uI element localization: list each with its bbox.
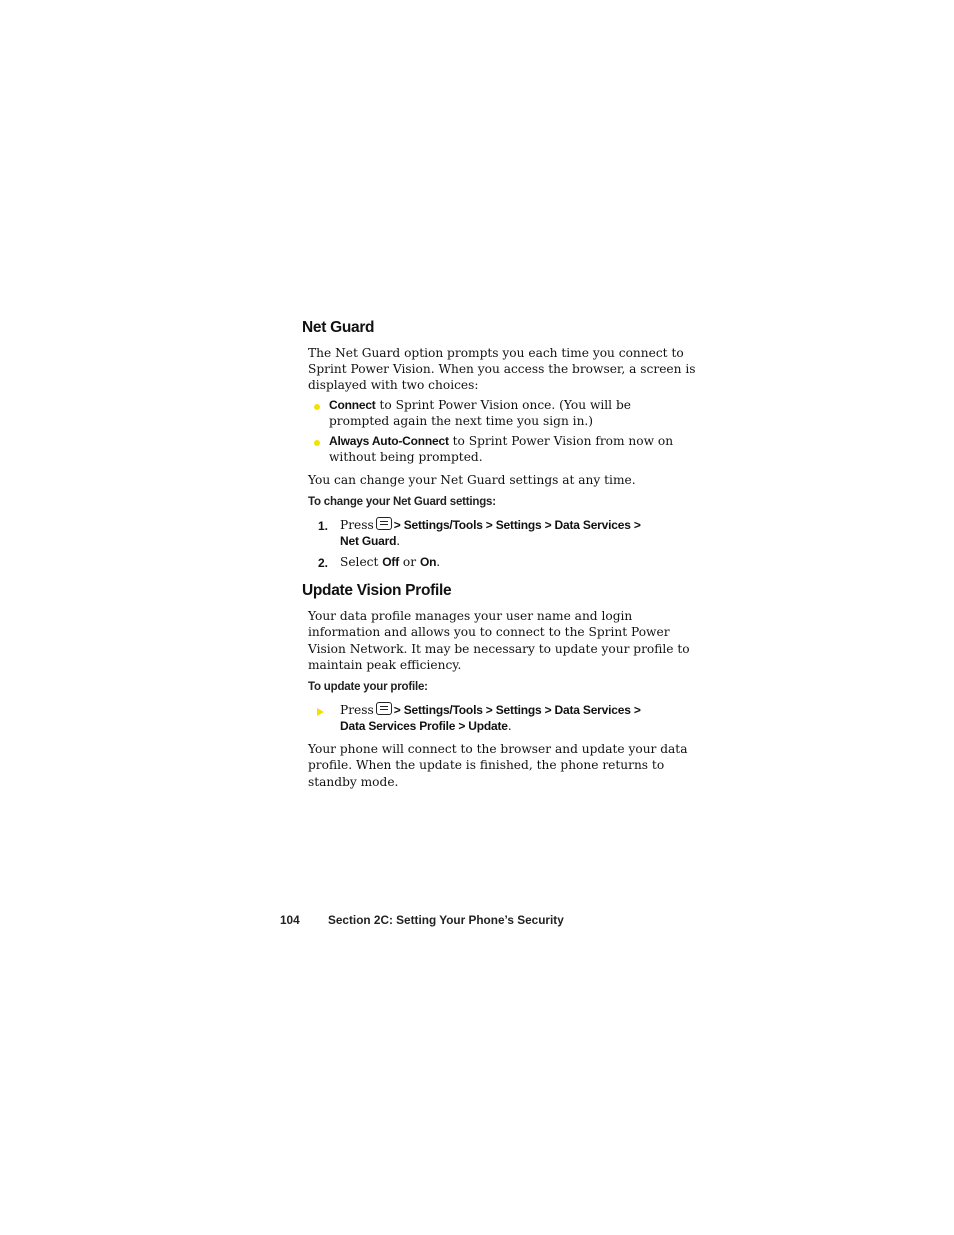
net-guard-heading: Net Guard [302,319,375,336]
net-guard-intro-line-2: Sprint Power Vision. When you access the browser, a screen is [308,362,696,376]
step-1-path: > Settings/Tools > Settings > Data Services > [393,518,641,532]
step-1-period: . [396,534,401,548]
step-1-line-2 [340,533,692,549]
step-1-line-1 [340,517,692,533]
update-intro-line-1: Your data profile manages your user name and login [308,609,633,623]
update-intro-line-3: Vision Network. It may be necessary to update your profile to [308,642,690,656]
update-intro-line-2: information and allows you to connect to the Sprint Power [308,625,670,639]
step-number: 2. [318,556,329,570]
update-subheading: To update your profile: [308,681,428,693]
update-outro-line-3: standby mode. [308,775,399,789]
bullet-dot-icon [314,404,320,410]
step-2-on: On [419,555,437,569]
bullet-dot-icon [314,440,320,446]
section-footer: Section 2C: Setting Your Phone’s Security [328,913,564,927]
update-step-line-1 [340,702,692,718]
net-guard-subheading: To change your Net Guard settings: [308,496,496,508]
menu-key-icon [376,517,392,530]
step-1-press: Press [340,518,374,532]
step-2-or: or [399,555,420,569]
bullet-auto-connect-label: Always Auto-Connect [329,434,449,448]
update-outro-line-2: profile. When the update is finished, the phone returns to [308,758,665,772]
step-2-line [340,554,692,570]
update-intro-line-4: maintain peak efficiency. [308,658,462,672]
step-arrow-icon [317,708,324,716]
bullet-connect-line-1 [329,397,681,413]
net-guard-change-text: You can change your Net Guard settings at any time. [308,473,636,487]
net-guard-intro-line-1: The Net Guard option prompts you each time you connect to [308,346,684,360]
bullet-auto-connect-line-1 [329,433,681,449]
update-vision-profile-heading: Update Vision Profile [302,582,452,599]
step-2-period: . [436,555,441,569]
step-2-select: Select [340,555,383,569]
update-step-path: > Settings/Tools > Settings > Data Services > [393,703,641,717]
bullet-connect-label: Connect [329,398,376,412]
net-guard-intro-line-3: displayed with two choices: [308,378,479,392]
bullet-connect-line-2: prompted again the next time you sign in.) [329,414,594,428]
step-2-off: Off [382,555,400,569]
update-outro-line-1: Your phone will connect to the browser and update your data [308,742,688,756]
menu-key-icon [376,702,392,715]
bullet-auto-connect-text: to Sprint Power Vision from now on [448,434,674,448]
step-number: 1. [318,519,329,533]
bullet-connect-text: to Sprint Power Vision once. (You will be [375,398,631,412]
step-1-net-guard: Net Guard [340,534,397,548]
update-step-line-2 [340,718,692,734]
update-step-press: Press [340,703,374,717]
page-number: 104 [280,913,300,927]
bullet-auto-connect-line-2: without being prompted. [329,450,483,464]
update-step-period: . [507,719,512,733]
update-step-path-2: Data Services Profile > Update [340,719,508,733]
